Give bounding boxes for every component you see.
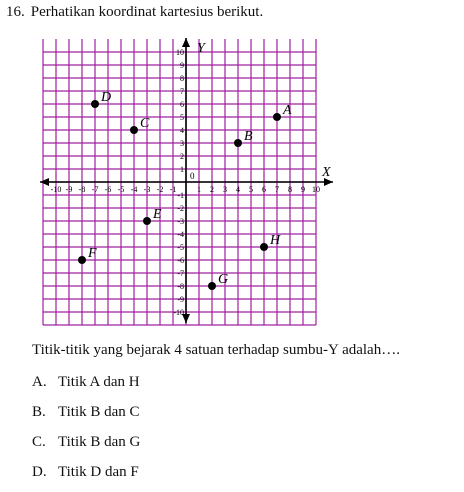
y-tick-label: -8 (177, 282, 184, 291)
y-tick-label: 3 (180, 139, 184, 148)
y-tick-label: -5 (177, 243, 184, 252)
point-label-a: A (283, 103, 292, 118)
x-axis-arrow-left (40, 178, 49, 186)
point-label-f: F (88, 246, 97, 261)
question-number: 16. (6, 4, 25, 20)
point-label-g: G (218, 272, 229, 287)
x-tick-label: -5 (117, 185, 125, 194)
y-tick-label: 1 (180, 165, 184, 174)
x-tick-label: 10 (312, 185, 320, 194)
point-label-c: C (140, 116, 150, 131)
y-tick-label: -1 (177, 191, 184, 200)
y-axis-label: Y (197, 41, 205, 56)
y-tick-label: 2 (180, 152, 184, 161)
y-tick-label: -4 (177, 230, 184, 239)
y-tick-label: -3 (177, 217, 184, 226)
y-tick-label: -10 (173, 308, 184, 317)
x-tick-label: 9 (301, 185, 305, 194)
point-g (208, 282, 216, 290)
answer-options (32, 372, 140, 492)
y-tick-label: 6 (180, 100, 184, 109)
y-tick-label: -7 (177, 269, 184, 278)
x-tick-label: -1 (169, 185, 177, 194)
option-letter: B. (32, 404, 46, 420)
x-axis-label: X (322, 165, 331, 180)
option-text: Titik B dan G (58, 434, 141, 450)
option-letter: D. (32, 464, 47, 480)
option-a[interactable] (32, 372, 140, 402)
y-axis-arrow-up (182, 38, 190, 47)
point-b (234, 139, 242, 147)
y-tick-label: -6 (177, 256, 184, 265)
question-prompt: Titik-titik yang bejarak 4 satuan terhadap sumbu-Y adalah…. (32, 342, 400, 358)
y-tick-label: -9 (177, 295, 184, 304)
y-tick-label: 9 (180, 61, 184, 70)
point-e (143, 217, 151, 225)
option-b[interactable] (32, 402, 140, 432)
axes (40, 38, 333, 323)
x-tick-label: 7 (275, 185, 279, 194)
option-text: Titik A dan H (58, 374, 140, 390)
x-tick-label: 3 (223, 185, 227, 194)
x-tick-label: -6 (104, 185, 112, 194)
y-tick-label: 8 (180, 74, 184, 83)
point-f (78, 256, 86, 264)
option-d[interactable] (32, 462, 140, 492)
origin-label: 0 (190, 171, 195, 181)
y-tick-label: -2 (177, 204, 184, 213)
point-d (91, 100, 99, 108)
x-tick-label: 4 (236, 185, 240, 194)
option-letter: C. (32, 434, 46, 450)
x-tick-label: 5 (249, 185, 253, 194)
x-tick-label: -2 (156, 185, 164, 194)
x-tick-label: -7 (91, 185, 99, 194)
point-label-d: D (101, 90, 112, 105)
point-label-h: H (270, 233, 281, 248)
x-tick-label: 6 (262, 185, 266, 194)
y-tick-label: 4 (180, 126, 184, 135)
x-tick-label: -9 (65, 185, 73, 194)
point-label-e: E (153, 207, 162, 222)
x-tick-label: 1 (197, 185, 201, 194)
point-a (273, 113, 281, 121)
x-tick-label: -8 (78, 185, 86, 194)
option-text: Titik D dan F (58, 464, 139, 480)
option-letter: A. (32, 374, 47, 390)
point-c (130, 126, 138, 134)
option-c[interactable] (32, 432, 140, 462)
y-tick-label: 10 (176, 48, 184, 57)
question-title: Perhatikan koordinat kartesius berikut. (30, 4, 264, 20)
point-h (260, 243, 268, 251)
x-tick-label: -10 (50, 185, 62, 194)
x-tick-label: -4 (130, 185, 138, 194)
x-tick-label: -3 (143, 185, 151, 194)
option-text: Titik B dan C (58, 404, 140, 420)
y-tick-label: 7 (180, 87, 184, 96)
point-label-b: B (244, 129, 253, 144)
y-tick-label: 5 (180, 113, 184, 122)
x-tick-label: 8 (288, 185, 292, 194)
x-tick-label: 2 (210, 185, 214, 194)
